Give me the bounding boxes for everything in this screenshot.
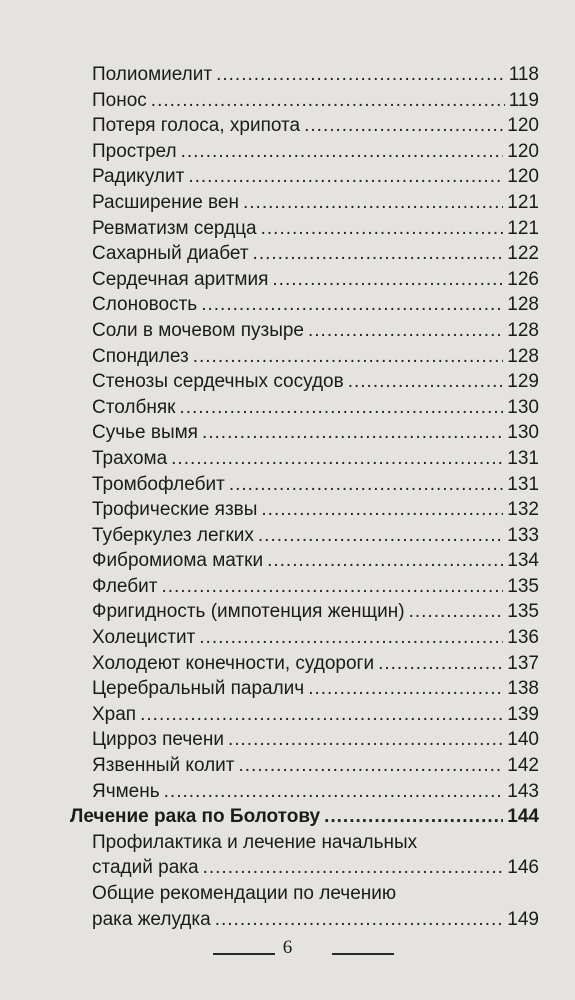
toc-entry [0,369,575,395]
entry-title: Ревматизм сердца [92,217,257,239]
entry-page: 138 [507,678,539,700]
toc-entry [0,676,575,702]
entry-title: Прострел [92,140,177,162]
dot-leader [229,472,503,498]
dot-leader [203,855,504,881]
dot-leader [164,779,504,805]
entry-title: Язвенный колит [92,755,235,777]
entry-page: 142 [507,755,539,777]
dot-leader [193,344,504,370]
dot-leader [161,574,503,600]
entry-title: Сучье вымя [92,422,198,444]
entry-page: 132 [507,499,539,521]
entry-title: Холодеют конечности, судороги [92,652,375,674]
entry-page: 126 [507,268,539,290]
entry-page: 143 [507,780,539,802]
dot-leader [215,907,504,933]
toc-entry [0,344,575,370]
entry-title: Радикулит [92,166,185,188]
entry-title: Тромбофлебит [92,473,225,495]
entry-title: Ячмень [92,780,160,802]
entry-page: 134 [507,550,539,572]
dot-leader [239,753,504,779]
toc-entry [0,318,575,344]
entry-title: Соли в мочевом пузыре [92,319,304,341]
entry-title: Слоновость [92,294,198,316]
entry-page: 121 [507,191,539,213]
entry-page: 140 [507,729,539,751]
entry-title: Трахома [92,447,168,469]
toc-entry [0,727,575,753]
entry-title: Потеря голоса, хрипота [92,115,301,137]
toc-entry [0,753,575,779]
entry-page: 131 [507,473,539,495]
entry-page: 121 [507,217,539,239]
entry-page: 136 [507,627,539,649]
dot-leader [243,190,503,216]
entry-title: Трофические язвы [92,499,258,521]
page-footer [0,937,575,967]
dot-leader [308,318,503,344]
sub-entry-line1: Профилактика и лечение начальных [92,831,418,853]
toc-entry [0,548,575,574]
entry-title: Полиомиелит [92,64,213,85]
dot-leader [267,548,503,574]
toc-entry [0,599,575,625]
entry-page: 133 [507,524,539,546]
entry-page: 118 [508,64,539,85]
entry-page: 131 [507,447,539,469]
entry-title: Стенозы сердечных сосудов [92,371,344,393]
toc-sub-entry [0,855,575,881]
entry-page: 129 [507,371,539,393]
toc-entry [0,164,575,190]
entry-title: Расширение вен [92,191,239,213]
dot-leader [258,523,503,549]
footer-rule-right [332,953,394,955]
entry-title: Фригидность (импотенция женщин) [92,601,405,623]
entry-title: Спондилез [92,345,189,367]
entry-title: Понос [92,89,147,111]
entry-page: 146 [507,857,539,879]
toc-entry [0,139,575,165]
entry-page: 135 [507,601,539,623]
entry-title: Холецистит [92,627,196,649]
toc-entry [0,216,575,242]
toc-entry [0,241,575,267]
entry-page: 128 [507,319,539,341]
entry-page: 130 [507,422,539,444]
dot-leader [181,139,504,165]
toc-entry [0,446,575,472]
toc-entry [0,395,575,421]
entry-title: Сахарный диабет [92,243,249,265]
toc-entry [0,651,575,677]
dot-leader [188,164,503,190]
dot-leader [261,216,504,242]
section-title: Лечение рака по Болотову [70,806,321,828]
dot-leader [261,497,503,523]
dot-leader [304,113,503,139]
entry-page: 139 [507,703,539,725]
dot-leader [171,446,503,472]
entry-page: 130 [507,396,539,418]
dot-leader [409,599,504,625]
entry-title: Церебральный паралич [92,678,305,700]
entry-page: 122 [507,243,539,265]
entry-title: Храп [92,703,137,725]
toc-entry [0,62,575,88]
toc-entry [0,523,575,549]
toc-entry [0,625,575,651]
dot-leader [151,88,505,114]
toc-section-heading [0,804,575,830]
toc-entry [0,88,575,114]
sub-entry-line1: Общие рекомендации по лечению [92,883,397,904]
entry-title: Столбняк [92,396,176,418]
dot-leader [253,241,504,267]
entry-title: Туберкулез легких [92,524,254,546]
section-page: 144 [507,806,539,828]
dot-leader [348,369,504,395]
dot-leader [272,267,503,293]
entry-page: 149 [507,908,539,930]
toc-entry [0,574,575,600]
dot-leader [202,420,503,446]
dot-leader [216,62,505,88]
entry-page: 128 [507,345,539,367]
toc-entry [0,190,575,216]
entry-title: рака желудка [92,908,211,930]
entry-title: Флебит [92,575,158,597]
entry-page: 137 [507,652,539,674]
dot-leader [308,676,503,702]
dot-leader [199,625,503,651]
entry-title: стадий рака [92,857,199,879]
toc-sub-entry [0,907,575,933]
toc-entry [0,420,575,446]
page-number: 6 [282,937,293,958]
entry-title: Фибромиома матки [92,550,264,572]
dot-leader [378,651,503,677]
entry-page: 119 [508,89,539,111]
entry-title: Цирроз печени [92,729,224,751]
toc-entry [0,702,575,728]
toc-entry [0,779,575,805]
table-of-contents [0,62,575,932]
entry-page: 120 [507,166,539,188]
dot-leader [324,804,503,830]
dot-leader [179,395,503,421]
entry-page: 120 [507,115,539,137]
dot-leader [140,702,503,728]
dot-leader [228,727,503,753]
toc-entry [0,113,575,139]
entry-page: 120 [507,140,539,162]
entry-title: Сердечная аритмия [92,268,269,290]
toc-entry [0,472,575,498]
toc-entry [0,292,575,318]
toc-entry [0,497,575,523]
dot-leader [201,292,503,318]
entry-page: 128 [507,294,539,316]
toc-entry [0,267,575,293]
entry-page: 135 [507,575,539,597]
